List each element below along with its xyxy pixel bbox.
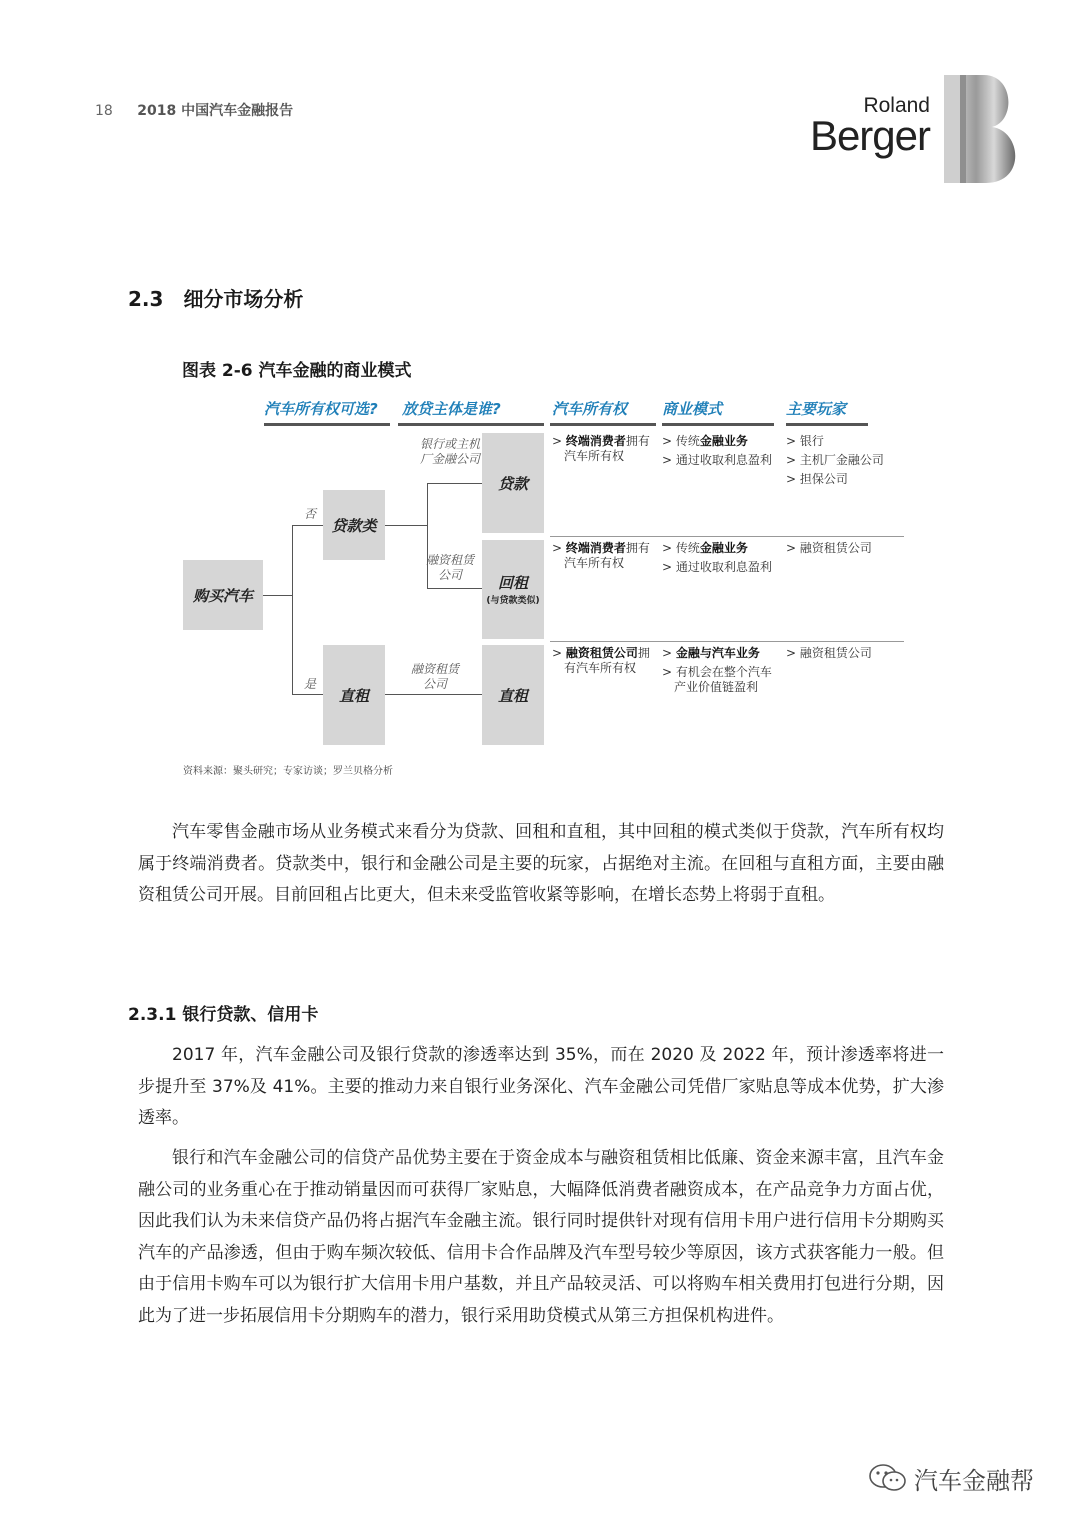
direct-lease-category-box: 直租 <box>323 645 385 745</box>
page-header <box>95 100 293 120</box>
root-box-buy-car: 购买汽车 <box>183 560 263 630</box>
type-leaseback-box: 回租 (与贷款类似) <box>482 540 544 639</box>
connector-line <box>263 595 293 596</box>
paragraph-3: 银行和汽车金融公司的信贷产品优势主要在于资金成本与融资租赁相比低廉、资金来源丰富，且汽车金融公司的业务重心在于推动销量因而可获得厂家贴息，大幅降低消费者融资成本，在产品竞争力方面占优，因此我们认为未来信贷产品仍将占据汽车金融主流。银行同时提供针对现有信用卡用户进行信用卡分期购买汽车的产品渗透，但由于购车频次较低、信用卡合作品牌及汽车型号较少等原因，该方式获客能力一般。但由于信用卡购车可以为银行扩大信用卡用户基数，并且产品较灵活、可以将购车相关费用打包进行分期，因此为了进一步拓展信用卡分期购车的潜力，银行采用助贷模式从第三方担保机构进件。 <box>138 1148 944 1326</box>
lender-leasing-label: 融资租赁公司 <box>425 553 474 582</box>
row-divider <box>550 536 904 537</box>
type-direct-box: 直租 <box>482 645 544 745</box>
logo-berger-text: Berger <box>809 112 930 159</box>
page-number: 18 <box>95 103 113 119</box>
column-rule <box>398 423 544 426</box>
wechat-icon <box>868 1463 908 1493</box>
watermark-text: 汽车金融帮 <box>914 1467 1034 1495</box>
connector-line <box>427 483 482 484</box>
branch-no-label: 否 <box>303 507 316 521</box>
row2-model-cell: > 传统金融业务 > 通过收取利息盈利 <box>662 541 772 574</box>
column-rule <box>550 423 656 426</box>
column-header-business-model: 商业模式 <box>662 400 723 418</box>
row2-ownership-cell: > 终端消费者拥有汽车所有权 <box>552 541 650 570</box>
loan-category-box: 贷款类 <box>323 490 385 560</box>
column-rule <box>264 423 390 426</box>
row1-model-cell: > 传统金融业务 > 通过收取利息盈利 <box>662 434 772 467</box>
column-rule <box>786 423 868 426</box>
figure-title: 图表 2-6 汽车金融的商业模式 <box>182 361 412 381</box>
row3-ownership-cell: > 融资租赁公司拥有汽车所有权 <box>552 646 650 675</box>
subsection-number: 2.3.1 <box>128 1005 177 1025</box>
row3-model-cell: > 金融与汽车业务 > 有机会在整个汽车产业价值链盈利 <box>662 646 772 694</box>
row2-players-cell: > 融资租赁公司 <box>786 541 872 555</box>
row-divider <box>550 641 904 642</box>
column-rule <box>662 423 774 426</box>
section-number: 2.3 <box>128 287 164 311</box>
connector-line <box>292 694 323 695</box>
type-leaseback-note: (与贷款类似) <box>486 596 540 606</box>
section-heading <box>128 283 303 312</box>
type-loan-box: 贷款 <box>482 433 544 533</box>
column-header-lender: 放贷主体是谁? <box>402 400 501 418</box>
branch-yes-label: 是 <box>303 677 316 691</box>
paragraph-1: 汽车零售金融市场从业务模式来看分为贷款、回租和直租，其中回租的模式类似于贷款，汽车所有权均属于终端消费者。贷款类中，银行和金融公司是主要的玩家，占据绝对主流。在回租与直租方面，主要由融资租赁公司开展。目前回租占比更大，但未来受监管收紧等影响，在增长态势上将弱于直租。 <box>138 822 944 905</box>
report-title: 2018 中国汽车金融报告 <box>137 103 294 119</box>
connector-line <box>427 588 482 589</box>
connector-line <box>292 525 293 695</box>
row1-players-cell: > 银行 > 主机厂金融公司 > 担保公司 <box>786 434 884 486</box>
column-header-key-players: 主要玩家 <box>786 400 847 418</box>
logo-roland-text: Roland <box>863 94 930 117</box>
section-title: 细分市场分析 <box>183 287 304 311</box>
connector-line <box>385 525 428 526</box>
connector-line <box>292 525 323 526</box>
column-header-ownership-optional: 汽车所有权可选? <box>264 400 378 418</box>
row1-ownership-cell: > 终端消费者拥有汽车所有权 <box>552 434 650 463</box>
column-header-ownership: 汽车所有权 <box>552 400 628 418</box>
paragraph-2: 2017 年，汽车金融公司及银行贷款的渗透率达到 35%，而在 2020 及 2022 年，预计渗透率将进一步提升至 37%及 41%。主要的推动力来自银行业务深化、汽车金融公司凭借厂家贴息等成本优势，扩大渗透率。 <box>138 1045 944 1128</box>
figure-source: 资料来源：聚头研究；专家访谈；罗兰贝格分析 <box>183 766 393 777</box>
row3-players-cell: > 融资租赁公司 <box>786 646 872 660</box>
lender-leasing-label: 融资租赁公司 <box>410 662 459 691</box>
subsection-heading <box>128 1000 318 1025</box>
lender-bank-label: 银行或主机厂金融公司 <box>420 437 481 466</box>
roland-berger-b-logo-icon <box>944 75 1024 183</box>
subsection-title: 银行贷款、信用卡 <box>182 1005 319 1025</box>
connector-line <box>385 694 482 695</box>
